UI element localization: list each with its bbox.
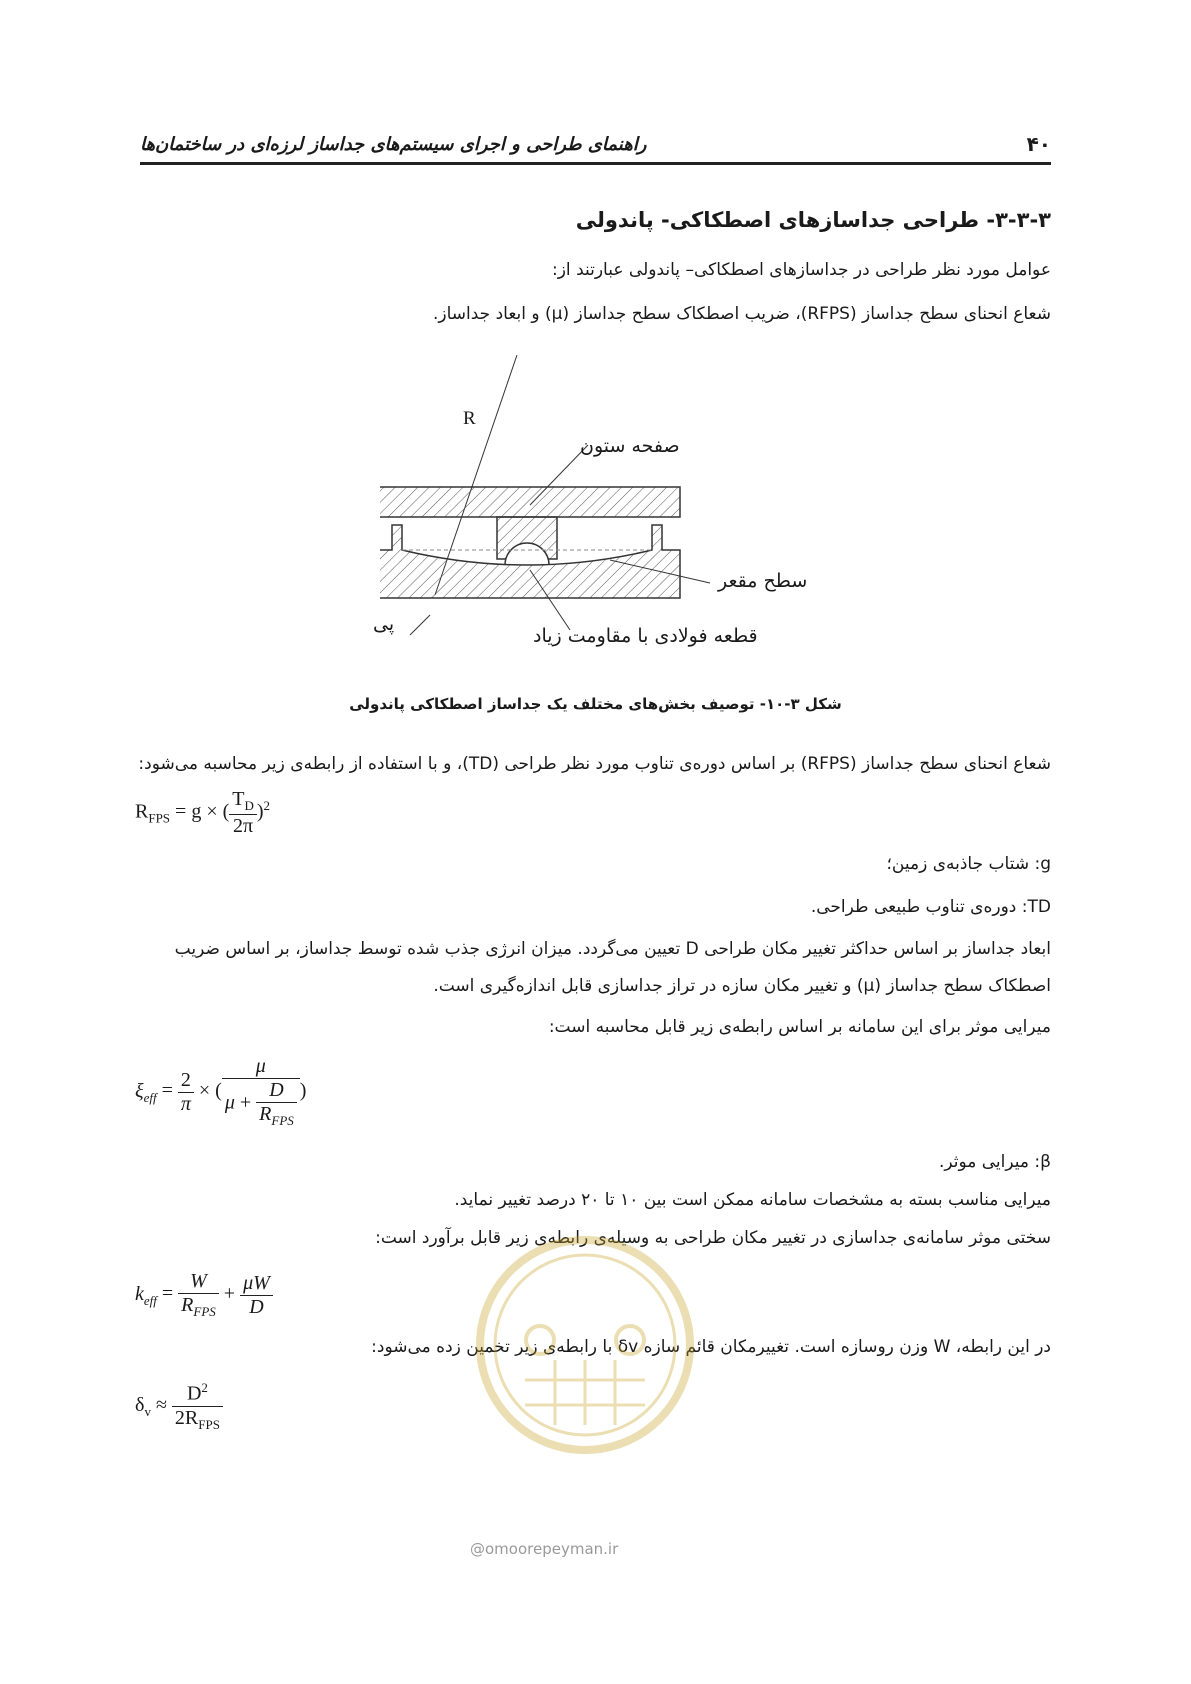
figure-caption: شکل ۳-۱۰- توصیف بخش‌های مختلف یک جداساز اصطکاکی پاندولی [349, 695, 842, 713]
paragraph-damping-range: میرایی مناسب بسته به مشخصات سامانه ممکن است بین ۱۰ تا ۲۰ درصد تغییر نماید. [454, 1190, 1051, 1210]
figure-label-concave-surface: سطح مقعر [718, 570, 808, 592]
running-title: راهنمای طراحی و اجرای سیستم‌های جداساز لرزه‌ای در ساختمان‌ها [140, 134, 647, 155]
figure-label-column-plate: صفحه ستون [580, 435, 680, 457]
watermark-url: @omoorepeyman.ir [470, 1540, 619, 1558]
definition-beta: β: میرایی موثر. [938, 1152, 1051, 1172]
figure-label-foundation: پی [373, 613, 395, 635]
paragraph-vertical: در این رابطه، W وزن روسازه است. تغییرمکان قائم سازه δv با رابطه‌ی زیر تخمین زده می‌شود: [371, 1337, 1051, 1357]
equation-rfps: $R_{FPS} = g$ × ( $\frac{T_D}{2\pi}$ )$^2$ [135, 788, 271, 837]
top-plate [380, 487, 680, 517]
page-header [140, 128, 1051, 165]
paragraph-stiffness: سختی موثر سامانه‌ی جداسازی در تغییر مکان طراحی به وسیله‌ی رابطه‌ی زیر قابل برآورد است: [375, 1228, 1051, 1248]
paragraph-dimensions-2: اصطکاک سطح جداساز (μ) و تغییر مکان سازه در تراز جداسازی قابل اندازه‌گیری است. [433, 976, 1051, 996]
equation-vertical: $\delta_v$ ≈ $\frac{D^2}{2R_{FPS}}$ [135, 1380, 223, 1433]
figure-label-r: R [463, 408, 476, 429]
paragraph-radius: شعاع انحنای سطح جداساز (RFPS) بر اساس دوره‌ی تناوب مورد نظر طراحی (TD)، و با استفاده از رابطه‌ی زیر محاسبه می‌شود: [138, 754, 1051, 774]
definition-td: TD: دوره‌ی تناوب طبیعی طراحی. [810, 897, 1051, 917]
definition-g: g: شتاب جاذبه‌ی زمین؛ [886, 854, 1051, 874]
equation-damping: $\xi_{eff}$ = $\frac{2}{\pi}$ × ( μ μ + $\frac{D}{R_{FPS}}$ ) [135, 1055, 307, 1128]
paragraph-dimensions-1: ابعاد جداساز بر اساس حداکثر تغییر مکان طراحی D تعیین می‌گردد. میزان انرژی جذب شده توسط جداساز، بر اساس ضریب [174, 939, 1051, 959]
section-title: ۳-۳-۳- طراحی جداسازهای اصطکاکی- پاندولی [575, 208, 1051, 232]
page-number: ۴۰ [1026, 132, 1051, 156]
paragraph-damping: میرایی موثر برای این سامانه بر اساس رابطه‌ی زیر قابل محاسبه است: [548, 1017, 1051, 1037]
intro-line-2: شعاع انحنای سطح جداساز (RFPS)، ضریب اصطکاک سطح جداساز (μ) و ابعاد جداساز. [433, 304, 1051, 324]
equation-stiffness: $k_{eff}$ = $\frac{W}{R_{FPS}}$ + $\frac{\mu W}{D}$ [135, 1270, 273, 1320]
watermark-seal-icon [470, 1230, 700, 1510]
leader-foundation [410, 615, 430, 635]
intro-line-1: عوامل مورد نظر طراحی در جداسازهای اصطکاکی– پاندولی عبارتند از: [552, 260, 1051, 280]
figure-label-steel-piece: قطعه فولادی با مقاومت زیاد [533, 625, 758, 647]
